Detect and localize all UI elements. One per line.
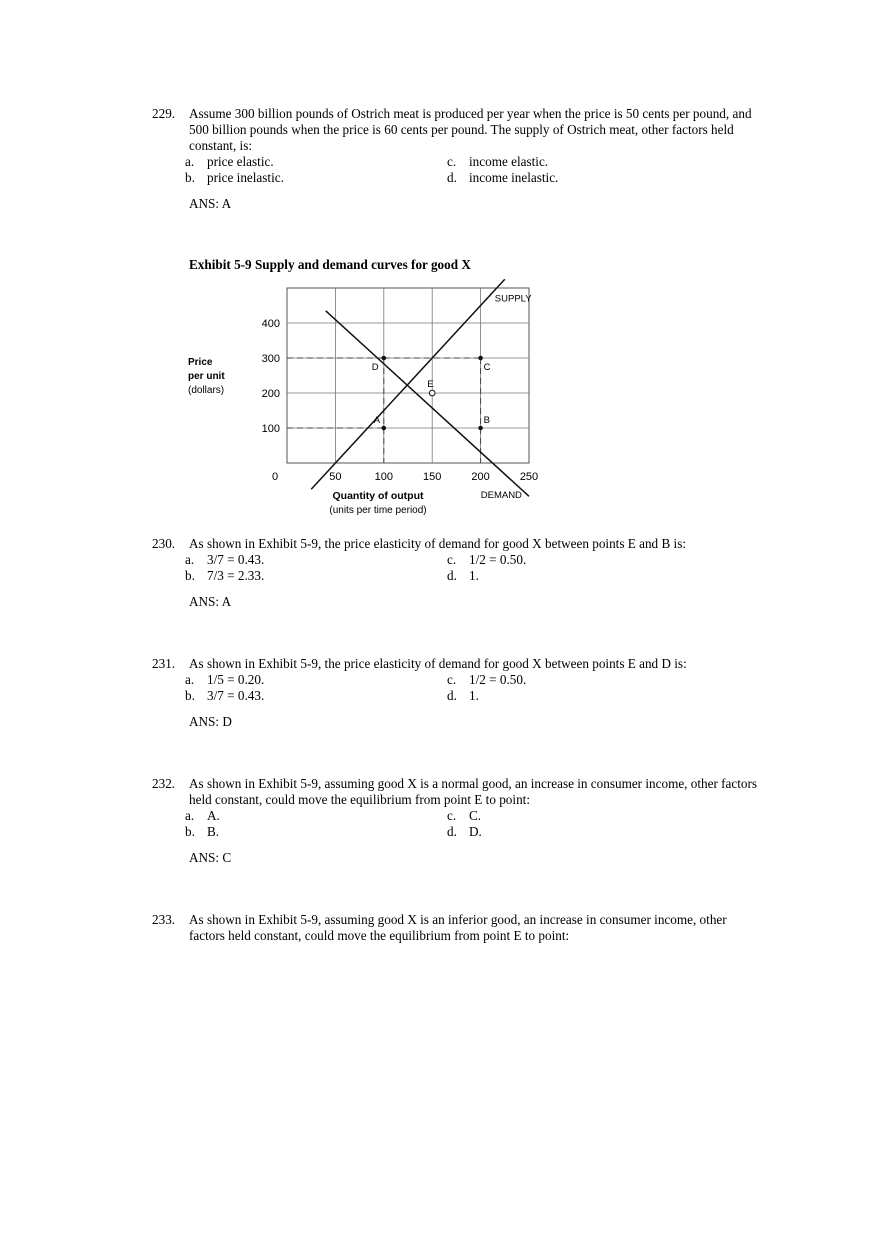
demand-label: DEMAND <box>480 489 522 501</box>
option-letter: c. <box>447 552 457 567</box>
question-number: 233. <box>152 912 176 927</box>
option-letter: d. <box>447 688 457 703</box>
option-letter: b. <box>185 688 195 703</box>
question-text: As shown in Exhibit 5-9, assuming good X is an inferior good, an increase in consumer income, other factors held constant, could move the equilibrium from point E to point: <box>189 912 727 943</box>
option-letter: a. <box>185 672 195 687</box>
options <box>152 672 762 704</box>
supply-demand-chart <box>180 280 539 520</box>
y-tick-label: 400 <box>261 318 280 330</box>
question-number: 232. <box>152 776 176 791</box>
demand-curve <box>326 311 529 497</box>
question-text: As shown in Exhibit 5-9, assuming good X is a normal good, an increase in consumer income, other factors held constant, could move the equilibrium from point E to point: <box>189 776 758 807</box>
question-230 <box>152 536 762 610</box>
option-text: 7/3 = 2.33. <box>207 568 265 583</box>
option-letter: a. <box>185 552 195 567</box>
x-tick-label: 100 <box>374 471 393 483</box>
x-tick-label: 250 <box>519 471 539 483</box>
option-letter: b. <box>185 170 195 185</box>
answer: ANS: C <box>189 850 232 865</box>
option-text: A. <box>207 808 220 823</box>
option-text: D. <box>469 824 482 839</box>
option-letter: a. <box>185 154 195 169</box>
y-axis-label-line-2: per unit <box>188 371 225 382</box>
question-number: 231. <box>152 656 176 671</box>
point-label-d: D <box>371 362 379 373</box>
option-text: 1/2 = 0.50. <box>469 672 527 687</box>
point-label-e: E <box>427 379 434 390</box>
x-axis-sublabel: (units per time period) <box>329 505 427 516</box>
y-tick-label: 100 <box>261 423 280 435</box>
option-letter: c. <box>447 808 457 823</box>
option-letter: d. <box>447 568 457 583</box>
point-label-a: A <box>373 415 381 426</box>
point-a <box>382 426 386 430</box>
option-letter: a. <box>185 808 195 823</box>
option-text: income elastic. <box>469 154 549 169</box>
option-text: C. <box>469 808 482 823</box>
point-b <box>479 426 483 430</box>
point-e <box>429 390 435 396</box>
option-text: price elastic. <box>207 154 274 169</box>
question-text: As shown in Exhibit 5-9, the price elasticity of demand for good X between points E and D is: <box>189 656 687 671</box>
option-text: 1. <box>469 688 479 703</box>
supply-curve <box>311 279 505 489</box>
x-tick-label: 150 <box>423 471 442 483</box>
option-letter: b. <box>185 824 195 839</box>
answer: ANS: D <box>189 714 232 729</box>
option-text: 1/2 = 0.50. <box>469 552 527 567</box>
y-tick-label: 200 <box>261 388 280 400</box>
y-axis-label-line-1: Price <box>188 357 213 368</box>
question-number: 229. <box>152 106 176 121</box>
option-text: B. <box>207 824 220 839</box>
x-tick-label: 200 <box>471 471 490 483</box>
exhibit-title: Exhibit 5-9 Supply and demand curves for good X <box>189 257 471 272</box>
option-text: 1. <box>469 568 479 583</box>
supply-label: SUPPLY <box>494 293 532 305</box>
option-text: 1/5 = 0.20. <box>207 672 265 687</box>
answer: ANS: A <box>189 196 232 211</box>
option-text: income inelastic. <box>469 170 559 185</box>
option-letter: d. <box>447 170 457 185</box>
option-text: 3/7 = 0.43. <box>207 552 265 567</box>
options <box>152 552 762 584</box>
question-text: Assume 300 billion pounds of Ostrich meat is produced per year when the price is 50 cents per pound, and 500 billion pounds when the price is 60 cents per pound. The supply of Ostrich meat, other factors held constant, is: <box>189 106 752 153</box>
point-label-b: B <box>483 415 490 426</box>
option-letter: d. <box>447 824 457 839</box>
x-axis-label: Quantity of output <box>332 490 424 502</box>
option-text: price inelastic. <box>207 170 284 185</box>
point-c <box>479 356 483 360</box>
options <box>152 154 762 186</box>
x-tick-label: 50 <box>329 471 342 483</box>
option-text: 3/7 = 0.43. <box>207 688 265 703</box>
option-letter: c. <box>447 672 457 687</box>
point-d <box>382 356 386 360</box>
y-axis-label-line-3: (dollars) <box>188 385 225 396</box>
question-233 <box>152 912 762 944</box>
point-label-c: C <box>483 362 491 373</box>
y-tick-label: 300 <box>261 353 280 365</box>
chart-grid <box>287 288 529 463</box>
question-229 <box>152 106 762 212</box>
option-letter: c. <box>447 154 457 169</box>
plot-frame <box>287 288 529 463</box>
question-number: 230. <box>152 536 176 551</box>
chart-ticks <box>262 318 539 483</box>
chart-series <box>311 279 532 501</box>
question-231 <box>152 656 762 730</box>
answer: ANS: A <box>189 594 232 609</box>
options <box>152 808 762 840</box>
question-text: As shown in Exhibit 5-9, the price elasticity of demand for good X between points E and B is: <box>189 536 687 551</box>
origin-label: 0 <box>271 471 279 483</box>
question-232 <box>152 776 762 866</box>
option-letter: b. <box>185 568 195 583</box>
